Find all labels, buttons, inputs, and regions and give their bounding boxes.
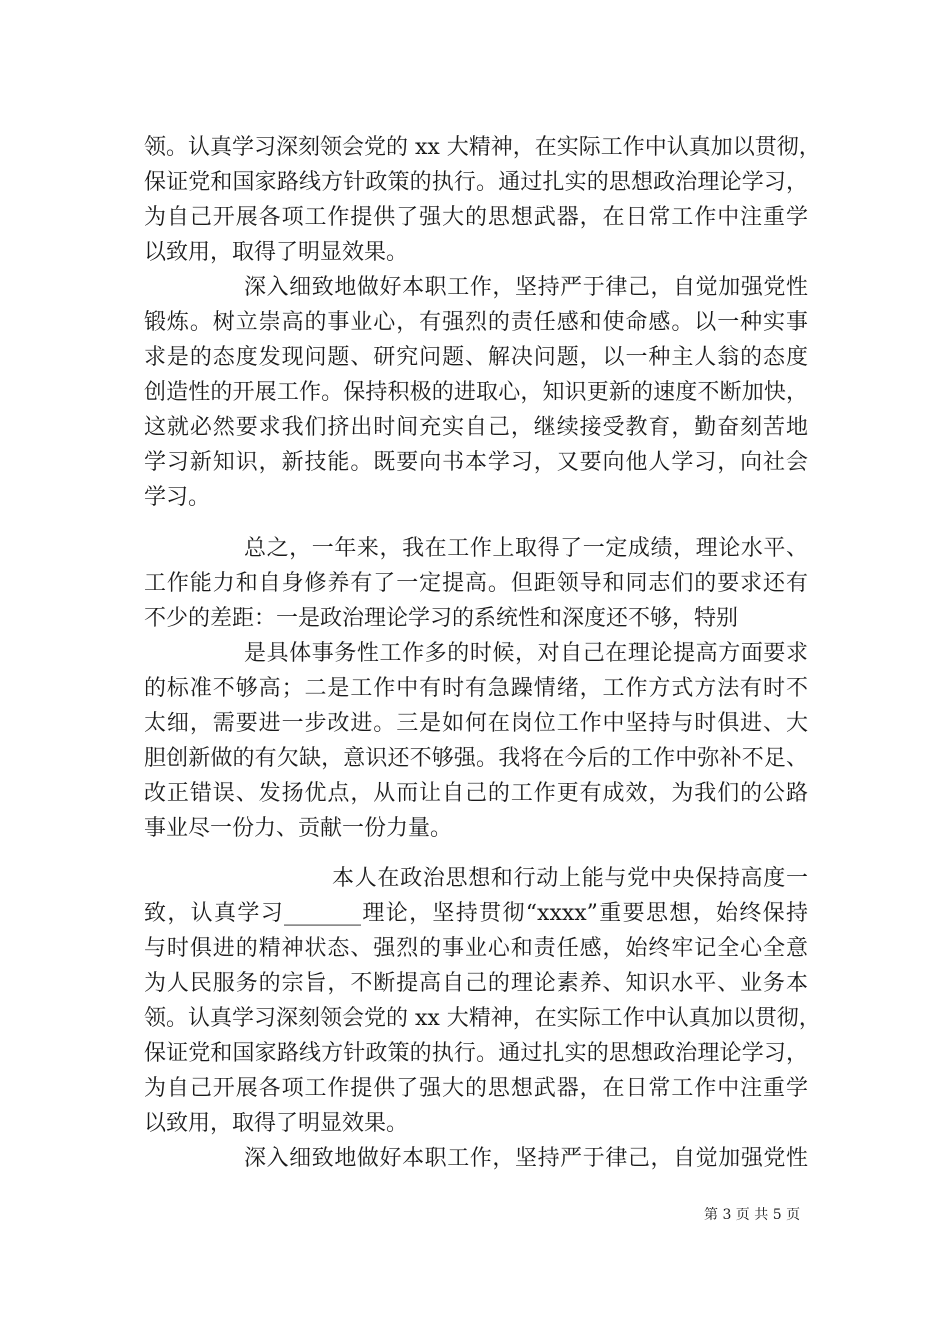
text-line: 求是的态度发现问题、研究问题、解决问题，以一种主人翁的态度 [144, 345, 808, 370]
text-line: 不少的差距：一是政治理论学习的系统性和深度还不够，特别 [144, 606, 739, 631]
text-line: 锻炼。树立崇高的事业心，有强烈的责任感和使命感。以一种实事 [144, 310, 808, 335]
text-line: 以致用，取得了明显效果。 [144, 1111, 409, 1136]
text-line: 改正错误、发扬优点，从而让自己的工作更有成效，为我们的公路 [144, 781, 808, 806]
text-line: 为自己开展各项工作提供了强大的思想武器，在日常工作中注重学 [144, 205, 808, 230]
text-line: 学习新知识，新技能。既要向书本学习，又要向他人学习，向社会 [144, 450, 808, 475]
text-line: 保证党和国家路线方针政策的执行。通过扎实的思想政治理论学习， [144, 170, 808, 195]
text-line: 工作能力和自身修养有了一定提高。但距领导和同志们的要求还有 [144, 571, 808, 596]
text-line: 致，认真学习_______理论，坚持贯彻“xxxx”重要思想，始终保持 [144, 901, 808, 926]
text-line: 保证党和国家路线方针政策的执行。通过扎实的思想政治理论学习， [144, 1041, 808, 1066]
text-line: 领。认真学习深刻领会党的 xx 大精神，在实际工作中认真加以贯彻， [144, 135, 821, 160]
page-number-footer: 第 3 页 共 5 页 [704, 1207, 801, 1223]
paragraph-first-line: 本人在政治思想和行动上能与党中央保持高度一 [332, 866, 808, 891]
text-line: 胆创新做的有欠缺，意识还不够强。我将在今后的工作中弥补不足、 [144, 746, 808, 771]
text-line: 为人民服务的宗旨，不断提高自己的理论素养、知识水平、业务本 [144, 971, 808, 996]
text-line: 的标准不够高；二是工作中有时有急躁情绪，工作方式方法有时不 [144, 676, 808, 701]
paragraph-first-line: 深入细致地做好本职工作，坚持严于律己，自觉加强党性 [244, 1146, 808, 1171]
text-line: 事业尽一份力、贡献一份力量。 [144, 816, 453, 841]
paragraph-first-line: 总之，一年来，我在工作上取得了一定成绩，理论水平、 [244, 536, 808, 561]
paragraph-first-line: 深入细致地做好本职工作，坚持严于律己，自觉加强党性 [244, 275, 808, 300]
text-line: 领。认真学习深刻领会党的 xx 大精神，在实际工作中认真加以贯彻， [144, 1006, 821, 1031]
text-line: 以致用，取得了明显效果。 [144, 240, 409, 265]
text-line: 与时俱进的精神状态、强烈的事业心和责任感，始终牢记全心全意 [144, 936, 808, 961]
text-line: 太细，需要进一步改进。三是如何在岗位工作中坚持与时俱进、大 [144, 711, 808, 736]
text-line: 这就必然要求我们挤出时间充实自己，继续接受教育，勤奋刻苦地 [144, 415, 808, 440]
text-line: 学习。 [144, 485, 211, 510]
text-line: 为自己开展各项工作提供了强大的思想武器，在日常工作中注重学 [144, 1076, 808, 1101]
paragraph-first-line: 是具体事务性工作多的时候，对自己在理论提高方面要求 [244, 641, 808, 666]
text-line: 创造性的开展工作。保持积极的进取心，知识更新的速度不断加快， [144, 380, 808, 405]
